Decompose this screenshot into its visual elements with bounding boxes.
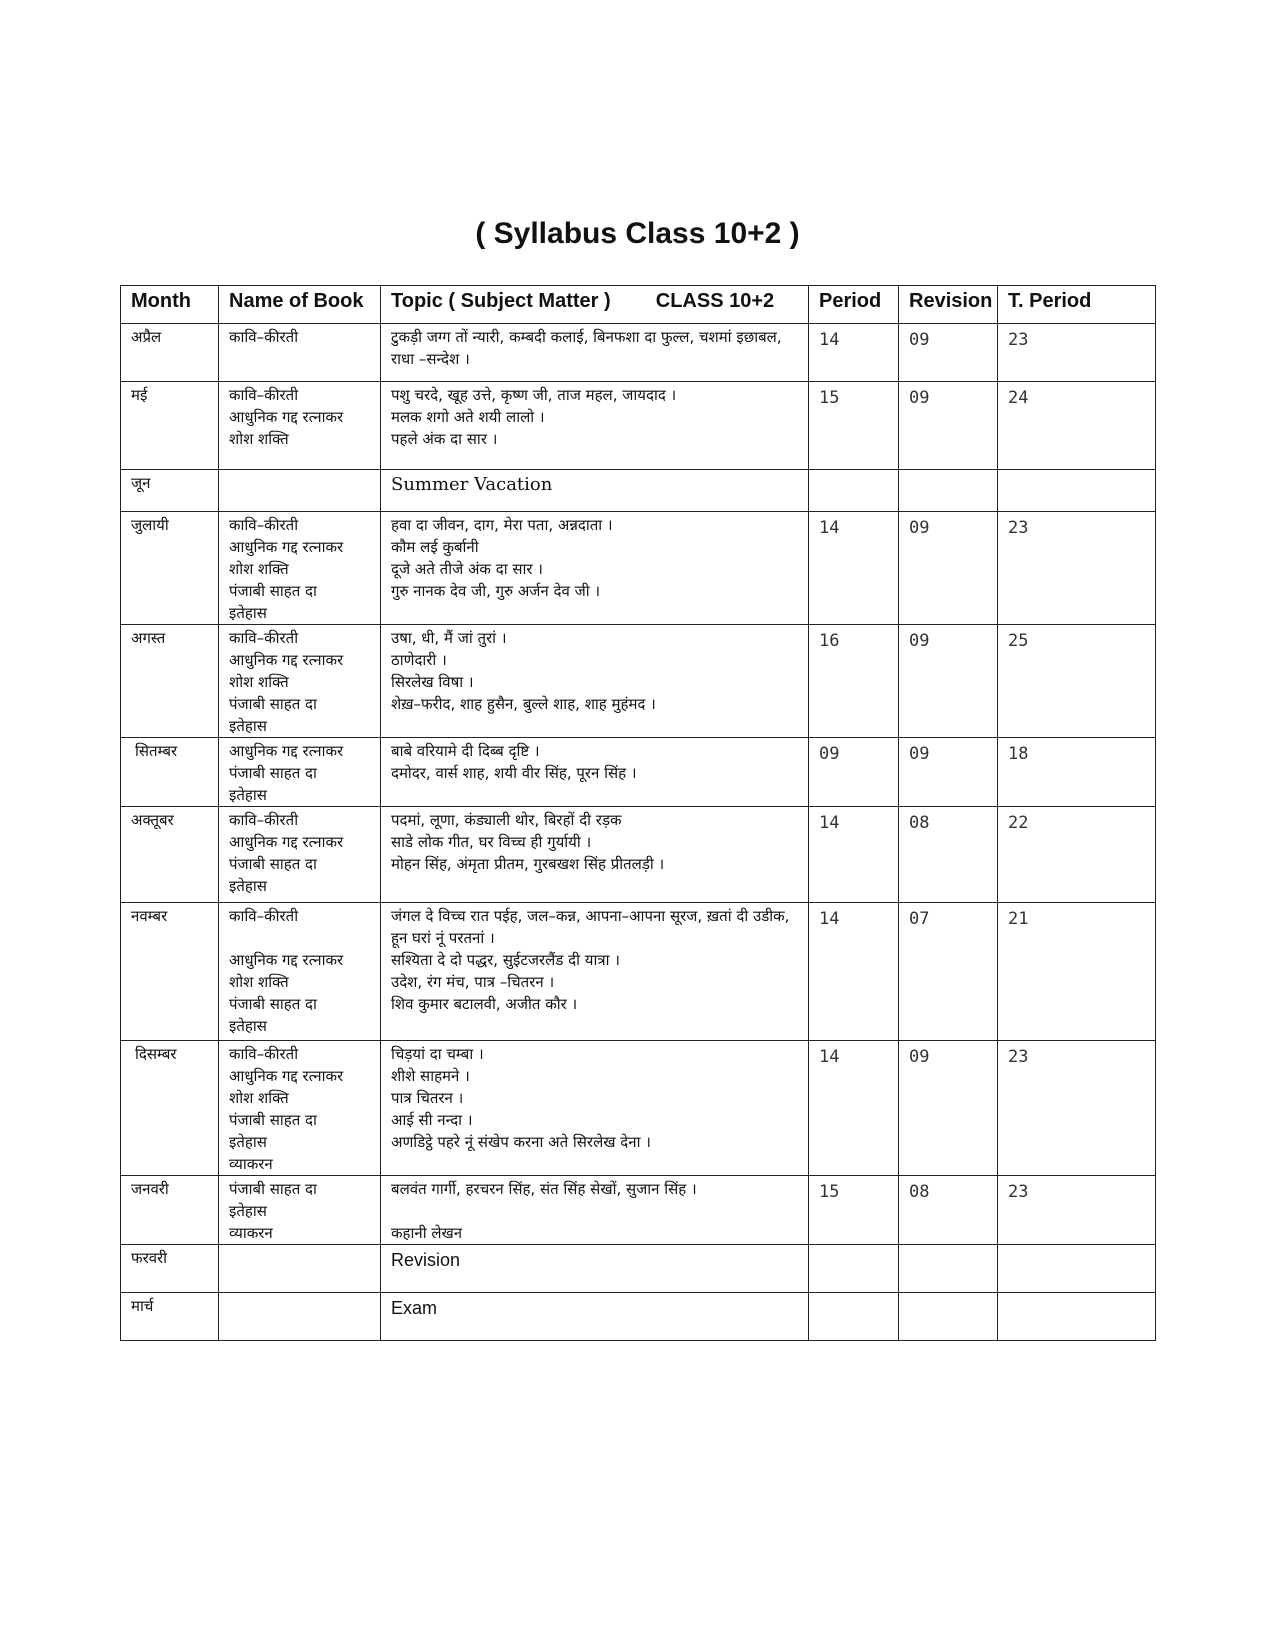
cell-revision: 09 <box>899 625 998 738</box>
book-line: व्याकरन <box>229 1155 273 1173</box>
book-line: इतेहास <box>229 877 267 895</box>
cell-revision: 09 <box>899 382 998 470</box>
cell-period <box>809 1293 899 1341</box>
book-line: आधुनिक गद्द रत्नाकर <box>229 742 344 760</box>
cell-topic <box>381 470 809 512</box>
cell-total: 21 <box>998 903 1156 1041</box>
cell-total: 18 <box>998 738 1156 807</box>
cell-revision: 08 <box>899 1176 998 1245</box>
cell-month: जून <box>121 470 219 512</box>
cell-topic <box>381 512 809 625</box>
book-line: इतेहास <box>229 786 267 804</box>
cell-period: 14 <box>809 807 899 903</box>
cell-topic <box>381 1041 809 1176</box>
header-topic <box>381 286 809 324</box>
book-line: कावि–कीरती <box>229 386 299 404</box>
table-row <box>121 903 1156 1041</box>
cell-month: मार्च <box>121 1293 219 1341</box>
topic-line: मलक शगो अते शयी लालो । <box>391 408 545 426</box>
book-line: आधुनिक गद्द रत्नाकर <box>229 951 344 969</box>
book-line: पंजाबी साहत दा <box>229 582 317 600</box>
syllabus-table <box>120 285 1156 1341</box>
book-line: शोश शक्ति <box>229 673 289 691</box>
topic-line: आई सी नन्दा । <box>391 1111 473 1129</box>
cell-revision <box>899 1245 998 1293</box>
cell-book <box>219 1245 381 1293</box>
book-line: शोश शक्ति <box>229 560 289 578</box>
table-row <box>121 324 1156 382</box>
cell-topic <box>381 382 809 470</box>
header-book: Name of Book <box>219 286 381 324</box>
header-revision: Revision <box>899 286 998 324</box>
topic-line: साडे लोक गीत, घर विच्च ही गुर्यायी । <box>391 833 592 851</box>
book-line: इतेहास <box>229 1133 267 1151</box>
book-line: इतेहास <box>229 1202 267 1220</box>
cell-book <box>219 470 381 512</box>
topic-line: पात्र चितरन । <box>391 1089 464 1107</box>
cell-total: 23 <box>998 1041 1156 1176</box>
cell-period: 14 <box>809 1041 899 1176</box>
topic-line: शेख़–फरीद, शाह हुसैन, बुल्ले शाह, शाह मुहंमद । <box>391 695 656 713</box>
cell-total: 22 <box>998 807 1156 903</box>
cell-period: 16 <box>809 625 899 738</box>
cell-month: मई <box>121 382 219 470</box>
cell-total: 23 <box>998 324 1156 382</box>
cell-period: 15 <box>809 382 899 470</box>
book-line: कावि–कीरती <box>229 328 299 346</box>
topic-line: दमोदर, वार्स शाह, शयी वीर सिंह, पूरन सिंह । <box>391 764 637 782</box>
cell-book <box>219 807 381 903</box>
cell-book <box>219 1176 381 1245</box>
book-line <box>229 927 370 949</box>
cell-period: 09 <box>809 738 899 807</box>
cell-period: 14 <box>809 324 899 382</box>
topic-line: चिड़यां दा चम्बा । <box>391 1045 484 1063</box>
topic-line: पशु चरदे, खूह उत्ते, कृष्ण जी, ताज महल, जायदाद । <box>391 386 677 404</box>
table-row <box>121 382 1156 470</box>
topic-line: गुरु नानक देव जी, गुरु अर्जन देव जी । <box>391 582 601 600</box>
table-row <box>121 1245 1156 1293</box>
cell-revision: 09 <box>899 512 998 625</box>
topic-line: अणडिट्ठे पहरे नूं संखेप करना अते सिरलेख देना । <box>391 1133 651 1151</box>
book-line: इतेहास <box>229 604 267 622</box>
cell-book <box>219 324 381 382</box>
cell-book <box>219 512 381 625</box>
header-row <box>121 286 1156 324</box>
cell-revision: 09 <box>899 1041 998 1176</box>
cell-revision <box>899 1293 998 1341</box>
book-line: आधुनिक गद्द रत्नाकर <box>229 538 344 556</box>
table-row <box>121 807 1156 903</box>
book-line: शोश शक्ति <box>229 1089 289 1107</box>
cell-total <box>998 1245 1156 1293</box>
cell-total: 23 <box>998 1176 1156 1245</box>
book-line: कावि–कीरती <box>229 1045 299 1063</box>
cell-topic <box>381 903 809 1041</box>
topic-line: उषा, धी, मैं जां तुरां । <box>391 629 507 647</box>
cell-revision: 08 <box>899 807 998 903</box>
book-line: पंजाबी साहत दा <box>229 764 317 782</box>
header-month: Month <box>121 286 219 324</box>
cell-topic <box>381 1176 809 1245</box>
cell-month: दिसम्बर <box>121 1041 219 1176</box>
cell-book <box>219 382 381 470</box>
header-topic-label: Topic ( Subject Matter ) <box>391 290 611 312</box>
topic-line: टुकड़ी जग्ग तों न्यारी, कम्बदी कलाई, बिनफशा दा फुल्ल, चशमां इछाबल, राधा –सन्देश । <box>391 328 782 368</box>
topic-line: शीशे साहमने । <box>391 1067 470 1085</box>
book-line: शोश शक्ति <box>229 973 289 991</box>
book-line: पंजाबी साहत दा <box>229 695 317 713</box>
cell-book <box>219 625 381 738</box>
topic-line: दूजे अते तीजे अंक दा सार । <box>391 560 543 578</box>
book-line: इतेहास <box>229 1017 267 1035</box>
topic-line: कौम लई कुर्बानी <box>391 538 479 556</box>
cell-month: जनवरी <box>121 1176 219 1245</box>
topic-line: Summer Vacation <box>391 474 553 495</box>
header-total: T. Period <box>998 286 1156 324</box>
table-row <box>121 1293 1156 1341</box>
cell-month: नवम्बर <box>121 903 219 1041</box>
cell-topic <box>381 625 809 738</box>
book-line: आधुनिक गद्द रत्नाकर <box>229 651 344 669</box>
book-line: पंजाबी साहत दा <box>229 995 317 1013</box>
cell-book <box>219 738 381 807</box>
cell-month: फरवरी <box>121 1245 219 1293</box>
table-row <box>121 738 1156 807</box>
cell-month: अक्तूबर <box>121 807 219 903</box>
topic-line: मोहन सिंह, अंमृता प्रीतम, गुरबखश सिंह प्रीतलड़ी । <box>391 855 665 873</box>
cell-book <box>219 1041 381 1176</box>
cell-period <box>809 470 899 512</box>
topic-line: हवा दा जीवन, दाग, मेरा पता, अन्नदाता । <box>391 516 613 534</box>
topic-line: जंगल दे विच्च रात पईह, जल–कन्न, आपना–आपना सूरज, ख़तां दी उडीक, हून घरां नूं परतनां । <box>391 907 790 947</box>
cell-revision <box>899 470 998 512</box>
table-row <box>121 470 1156 512</box>
topic-line: बलवंत गार्गी, हरचरन सिंह, संत सिंह सेखों, सुजान सिंह । <box>391 1180 697 1198</box>
book-line: कावि–कीरती <box>229 811 299 829</box>
book-line: व्याकरन <box>229 1224 273 1242</box>
cell-topic <box>381 1245 809 1293</box>
topic-line: सश्यिता दे दो पद्धर, सुईटजरलैंड दी यात्रा । <box>391 951 620 969</box>
cell-period: 14 <box>809 903 899 1041</box>
cell-total: 24 <box>998 382 1156 470</box>
cell-book <box>219 1293 381 1341</box>
book-line: पंजाबी साहत दा <box>229 855 317 873</box>
topic-line: शिव कुमार बटालवी, अजीत कौर । <box>391 995 578 1013</box>
cell-total <box>998 470 1156 512</box>
cell-revision: 09 <box>899 324 998 382</box>
cell-topic <box>381 807 809 903</box>
topic-line: सिरलेख विषा । <box>391 673 474 691</box>
book-line: कावि–कीरती <box>229 516 299 534</box>
book-line: इतेहास <box>229 717 267 735</box>
topic-line: Exam <box>391 1298 438 1318</box>
cell-period: 14 <box>809 512 899 625</box>
header-class-label: CLASS 10+2 <box>655 290 775 312</box>
topic-line <box>391 1200 798 1222</box>
table-row <box>121 1041 1156 1176</box>
cell-topic <box>381 324 809 382</box>
table-row <box>121 625 1156 738</box>
cell-period: 15 <box>809 1176 899 1245</box>
topic-line: Revision <box>391 1250 461 1270</box>
topic-line: बाबे वरियामे दी दिब्ब दृष्टि । <box>391 742 540 760</box>
book-line: आधुनिक गद्द रत्नाकर <box>229 833 344 851</box>
table-row <box>121 512 1156 625</box>
topic-line: पहले अंक दा सार । <box>391 430 498 448</box>
topic-line: ठाणेदारी । <box>391 651 447 669</box>
cell-revision: 09 <box>899 738 998 807</box>
cell-topic <box>381 1293 809 1341</box>
table-row <box>121 1176 1156 1245</box>
table-body <box>121 324 1156 1341</box>
topic-line: कहानी लेखन <box>391 1224 463 1242</box>
topic-line: पदमां, लूणा, कंड्याली थोर, बिरहों दी रड़क <box>391 811 622 829</box>
cell-total <box>998 1293 1156 1341</box>
cell-month: सितम्बर <box>121 738 219 807</box>
book-line: कावि–कीरती <box>229 907 299 925</box>
cell-topic <box>381 738 809 807</box>
cell-book <box>219 903 381 1041</box>
book-line: पंजाबी साहत दा <box>229 1111 317 1129</box>
cell-period <box>809 1245 899 1293</box>
book-line: कावि–कीरती <box>229 629 299 647</box>
page-title: ( Syllabus Class 10+2 ) <box>475 217 800 250</box>
header-period: Period <box>809 286 899 324</box>
book-line: पंजाबी साहत दा <box>229 1180 317 1198</box>
book-line: शोश शक्ति <box>229 430 289 448</box>
cell-total: 25 <box>998 625 1156 738</box>
cell-month: अगस्त <box>121 625 219 738</box>
book-line: आधुनिक गद्द रत्नाकर <box>229 408 344 426</box>
book-line: आधुनिक गद्द रत्नाकर <box>229 1067 344 1085</box>
cell-month: अप्रैल <box>121 324 219 382</box>
cell-total: 23 <box>998 512 1156 625</box>
topic-line: उदेश, रंग मंच, पात्र –चितरन । <box>391 973 555 991</box>
cell-month: जुलायी <box>121 512 219 625</box>
cell-revision: 07 <box>899 903 998 1041</box>
